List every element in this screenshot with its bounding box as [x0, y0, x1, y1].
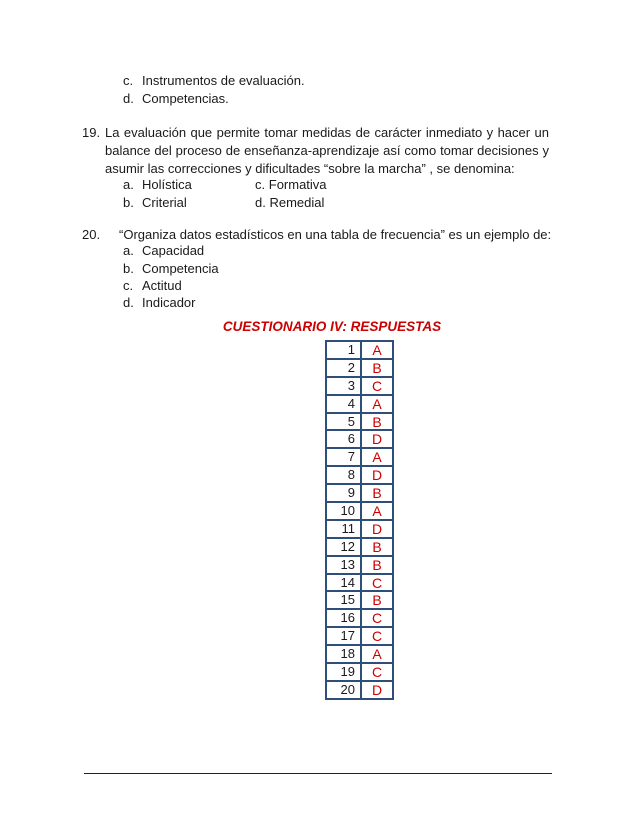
q19-line-3: asumir las correcciones y dificultades “sobre la marcha” , se denomina:: [105, 161, 515, 176]
answer-row: [326, 430, 393, 448]
answer-row: [326, 681, 393, 699]
option-text: Indicador: [142, 295, 196, 310]
answer-number-cell: 1: [326, 341, 361, 359]
answer-row: [326, 484, 393, 502]
answer-row: [326, 663, 393, 681]
q19-line-2: balance del proceso de enseñanza-aprendizaje así como tomar decisiones y: [105, 143, 549, 158]
answer-letter-cell: C: [361, 574, 393, 592]
answer-number-cell: 9: [326, 484, 361, 502]
answer-row: [326, 466, 393, 484]
answer-row: [326, 609, 393, 627]
answer-row: [326, 395, 393, 413]
answer-row: [326, 413, 393, 431]
answer-number-cell: 13: [326, 556, 361, 574]
option-text: Remedial: [269, 195, 325, 210]
option-text: Actitud: [142, 278, 182, 293]
answer-letter-cell: B: [361, 538, 393, 556]
answer-letter-cell: B: [361, 591, 393, 609]
answer-row: [326, 359, 393, 377]
answer-letter-cell: D: [361, 681, 393, 699]
answer-row: [326, 377, 393, 395]
answer-letter-cell: A: [361, 502, 393, 520]
option-text: Holística: [142, 177, 192, 192]
q20-option-b: [123, 260, 219, 278]
answer-number-cell: 4: [326, 395, 361, 413]
answer-row: [326, 645, 393, 663]
answer-row: [326, 520, 393, 538]
q20-text: “Organiza datos estadísticos en una tabla de frecuencia” es un ejemplo de:: [119, 227, 552, 242]
answer-number-cell: 18: [326, 645, 361, 663]
option-letter: c.: [123, 73, 134, 88]
answer-number-cell: 20: [326, 681, 361, 699]
q20-option-d: [123, 294, 195, 312]
answer-letter-cell: B: [361, 556, 393, 574]
answers-title: CUESTIONARIO IV: RESPUESTAS: [222, 319, 442, 334]
answers-table: [325, 340, 394, 700]
answer-number-cell: 5: [326, 413, 361, 431]
q20-option-a: [123, 242, 204, 260]
option-text: Competencia: [142, 261, 219, 276]
option-letter: a.: [123, 177, 134, 192]
footer-divider: [84, 773, 552, 774]
answer-letter-cell: C: [361, 663, 393, 681]
answer-row: [326, 627, 393, 645]
answer-letter-cell: A: [361, 448, 393, 466]
answer-row: [326, 448, 393, 466]
answer-row: [326, 341, 393, 359]
option-letter: d.: [255, 195, 266, 210]
answer-number-cell: 12: [326, 538, 361, 556]
answer-number-cell: 8: [326, 466, 361, 484]
answer-letter-cell: D: [361, 430, 393, 448]
answer-number-cell: 6: [326, 430, 361, 448]
answer-number-cell: 10: [326, 502, 361, 520]
answer-number-cell: 14: [326, 574, 361, 592]
answer-row: [326, 556, 393, 574]
option-text: Instrumentos de evaluación.: [142, 73, 305, 88]
answer-number-cell: 17: [326, 627, 361, 645]
answer-number-cell: 19: [326, 663, 361, 681]
option-text: Capacidad: [142, 243, 205, 258]
q19-line-1: La evaluación que permite tomar medidas de carácter inmediato y hacer un: [105, 125, 549, 140]
answer-number-cell: 16: [326, 609, 361, 627]
option-letter: b.: [123, 195, 134, 210]
q19-option-b: [123, 194, 187, 212]
answer-row: [326, 591, 393, 609]
answers-table-body: [326, 341, 393, 699]
answer-letter-cell: A: [361, 341, 393, 359]
answer-number-cell: 15: [326, 591, 361, 609]
answer-letter-cell: C: [361, 609, 393, 627]
answer-row: [326, 502, 393, 520]
q20-number: 20.: [82, 227, 101, 242]
answer-letter-cell: B: [361, 359, 393, 377]
answer-letter-cell: D: [361, 466, 393, 484]
answer-number-cell: 7: [326, 448, 361, 466]
option-text: Competencias.: [142, 91, 229, 106]
answer-letter-cell: C: [361, 627, 393, 645]
answer-row: [326, 574, 393, 592]
option-letter: c.: [123, 278, 134, 293]
option-letter: b.: [123, 261, 134, 276]
answer-letter-cell: B: [361, 484, 393, 502]
answer-number-cell: 3: [326, 377, 361, 395]
q19-option-a: [123, 176, 192, 194]
q18-option-d: [123, 90, 229, 108]
answer-letter-cell: B: [361, 413, 393, 431]
option-text: Criterial: [142, 195, 187, 210]
option-letter: a.: [123, 243, 134, 258]
answer-letter-cell: D: [361, 520, 393, 538]
answer-letter-cell: A: [361, 395, 393, 413]
option-letter: d.: [123, 295, 134, 310]
q18-option-c: [123, 72, 305, 90]
option-text: Formativa: [268, 177, 327, 192]
answer-letter-cell: C: [361, 377, 393, 395]
answer-row: [326, 538, 393, 556]
q19-number: 19.: [82, 125, 101, 140]
option-letter: d.: [123, 91, 134, 106]
answer-number-cell: 11: [326, 520, 361, 538]
answer-number-cell: 2: [326, 359, 361, 377]
q19-option-d: [255, 194, 324, 212]
q19-option-c: [255, 176, 327, 194]
q20-option-c: [123, 277, 182, 295]
answer-letter-cell: A: [361, 645, 393, 663]
option-letter: c.: [255, 177, 266, 192]
